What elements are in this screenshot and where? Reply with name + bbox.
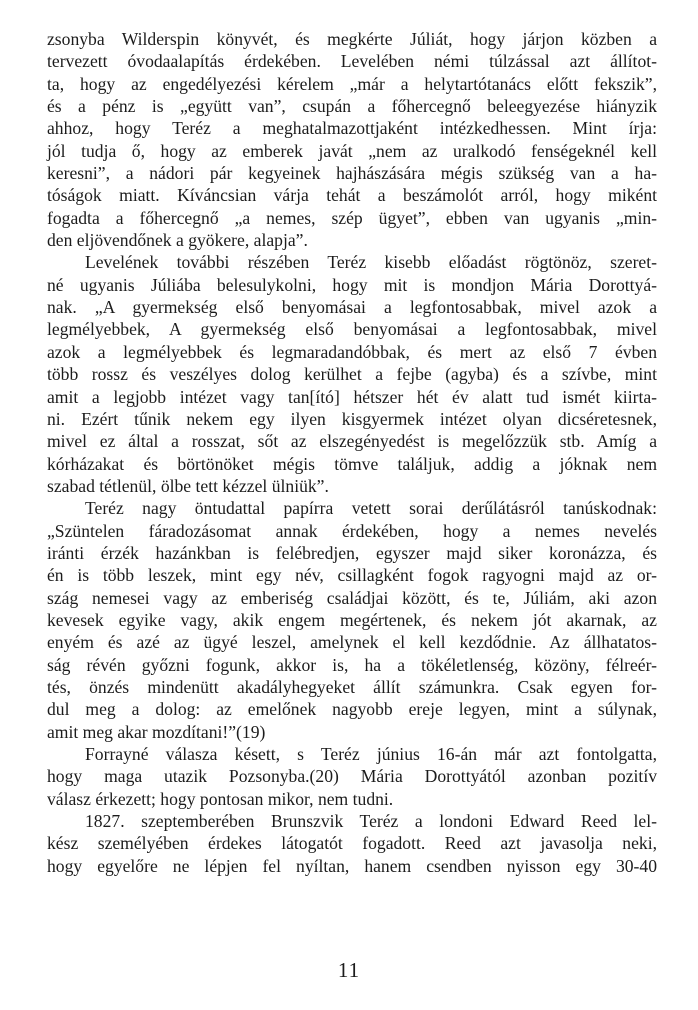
text-line: tóságok miatt. Kíváncsian várja tehát a beszámolót arról, hogy miként (47, 185, 657, 206)
page-number: 11 (337, 958, 361, 982)
text-line: kevesek egyike vagy, akik engem megértenek, és nekem jót akarnak, az (47, 609, 657, 630)
text-line: fogadta a főhercegnő „a nemes, szép ügyet”, ebben van ugyanis „min- (47, 207, 657, 228)
text-line: és a pénz is „együtt van”, csupán a főhercegnő beleegyezése hiányzik (47, 96, 657, 117)
text-line: kész személyében érdekes látogatót fogadott. Reed azt javasolja neki, (47, 833, 657, 854)
text-line: kórházakat és börtönöket mégis tömve találjuk, addig a jóknak nem (47, 453, 657, 474)
text-line: amit a legjobb intézet vagy tan[ító] hétszer hét év alatt tud ismét kiirta- (47, 386, 657, 407)
text-line: tervezett óvodaalapítás érdekében. Levelében némi túlzással azt állítot- (47, 51, 657, 72)
text-line: ahhoz, hogy Teréz a meghatalmazottjaként intézkedhessen. Mint írja: (47, 118, 657, 139)
body-text (47, 28, 657, 877)
text-line: én is több leszek, mint egy név, csillagként fogok ragyogni majd az or- (47, 565, 657, 586)
text-line: iránti érzék hazánkban is felébredjen, egyszer majd siker koronázza, és (47, 542, 657, 563)
text-line: dul meg a dolog: az emelőnek nagyobb ereje legyen, mint a súlynak, (47, 699, 657, 720)
text-line: ni. Ezért tűnik nekem egy ilyen kisgyermek intézet olyan dicséretesnek, (47, 408, 657, 429)
text-line: amit meg akar mozdítani!”(19) (47, 721, 266, 742)
text-line: hogy maga utazik Pozsonyba.(20) Mária Dorottyától azonban pozitív (47, 766, 657, 787)
text-line: azok a legmélyebbek és legmaradandóbbak, és mert az első 7 évben (47, 341, 657, 362)
text-line: enyém és azé az ügyé leszel, amelynek el kell kezdődnie. Az állhatatos- (47, 632, 657, 653)
text-line: Levelének további részében Teréz kisebb előadást rögtönöz, szeret- (85, 252, 657, 273)
text-line: hogy egyelőre ne lépjen fel nyíltan, hanem csendben nyisson egy 30-40 (47, 855, 657, 876)
text-line: tés, önzés mindenütt akadályhegyeket állít számunkra. Csak egyen for- (47, 676, 657, 697)
text-line: legmélyebbek, A gyermekség első benyomásai a legfontosabbak, mivel (47, 319, 657, 340)
text-line: jól tudja ő, hogy az emberek javát „nem az uralkodó fenségeknél kell (47, 140, 657, 161)
text-line: ság révén győzni fogunk, akkor is, ha a tökéletlenség, közöny, félreér- (47, 654, 657, 675)
text-line: den eljövendőnek a gyökere, alapja”. (47, 230, 308, 251)
text-line: né ugyanis Júliába belesulykolni, hogy mit is mondjon Mária Dorottyá- (47, 274, 657, 295)
text-line: 1827. szeptemberében Brunszvik Teréz a londoni Edward Reed lel- (85, 811, 657, 832)
text-line: szabad tétlenül, ölbe tett kézzel ülniük”. (47, 475, 329, 496)
text-line: Forrayné válasza késett, s Teréz június 16-án már azt fontolgatta, (85, 744, 657, 764)
text-line: zsonyba Wilderspin könyvét, és megkérte Júliát, hogy járjon közben a (47, 29, 657, 49)
text-line: mivel ez által a rosszat, sőt az elszegényedést is megelőzzük stb. Amíg a (47, 431, 657, 452)
text-line: válasz érkezett; hogy pontosan mikor, nem tudni. (47, 788, 394, 809)
text-line: Teréz nagy öntudattal papírra vetett sorai derűlátásról tanúskodnak: (85, 498, 657, 519)
text-line: nak. „A gyermekség első benyomásai a legfontosabbak, mivel azok a (47, 297, 657, 318)
text-line: szág nemesei vagy az emberiség családjai között, és te, Júliám, aki azon (47, 587, 657, 608)
text-line: „Szüntelen fáradozásomat annak érdekében, hogy a nemes nevelés (47, 520, 657, 541)
text-line: ta, hogy az engedélyezési kérelem „már a helytartótanács előtt fekszik”, (47, 73, 657, 94)
text-line: több rossz és veszélyes dolog kerülhet a fejbe (agyba) és a szívbe, mint (47, 364, 657, 385)
text-line: keresni”, a nádori pár kegyeinek hajhászására mégis szükség van a ha- (47, 163, 657, 184)
